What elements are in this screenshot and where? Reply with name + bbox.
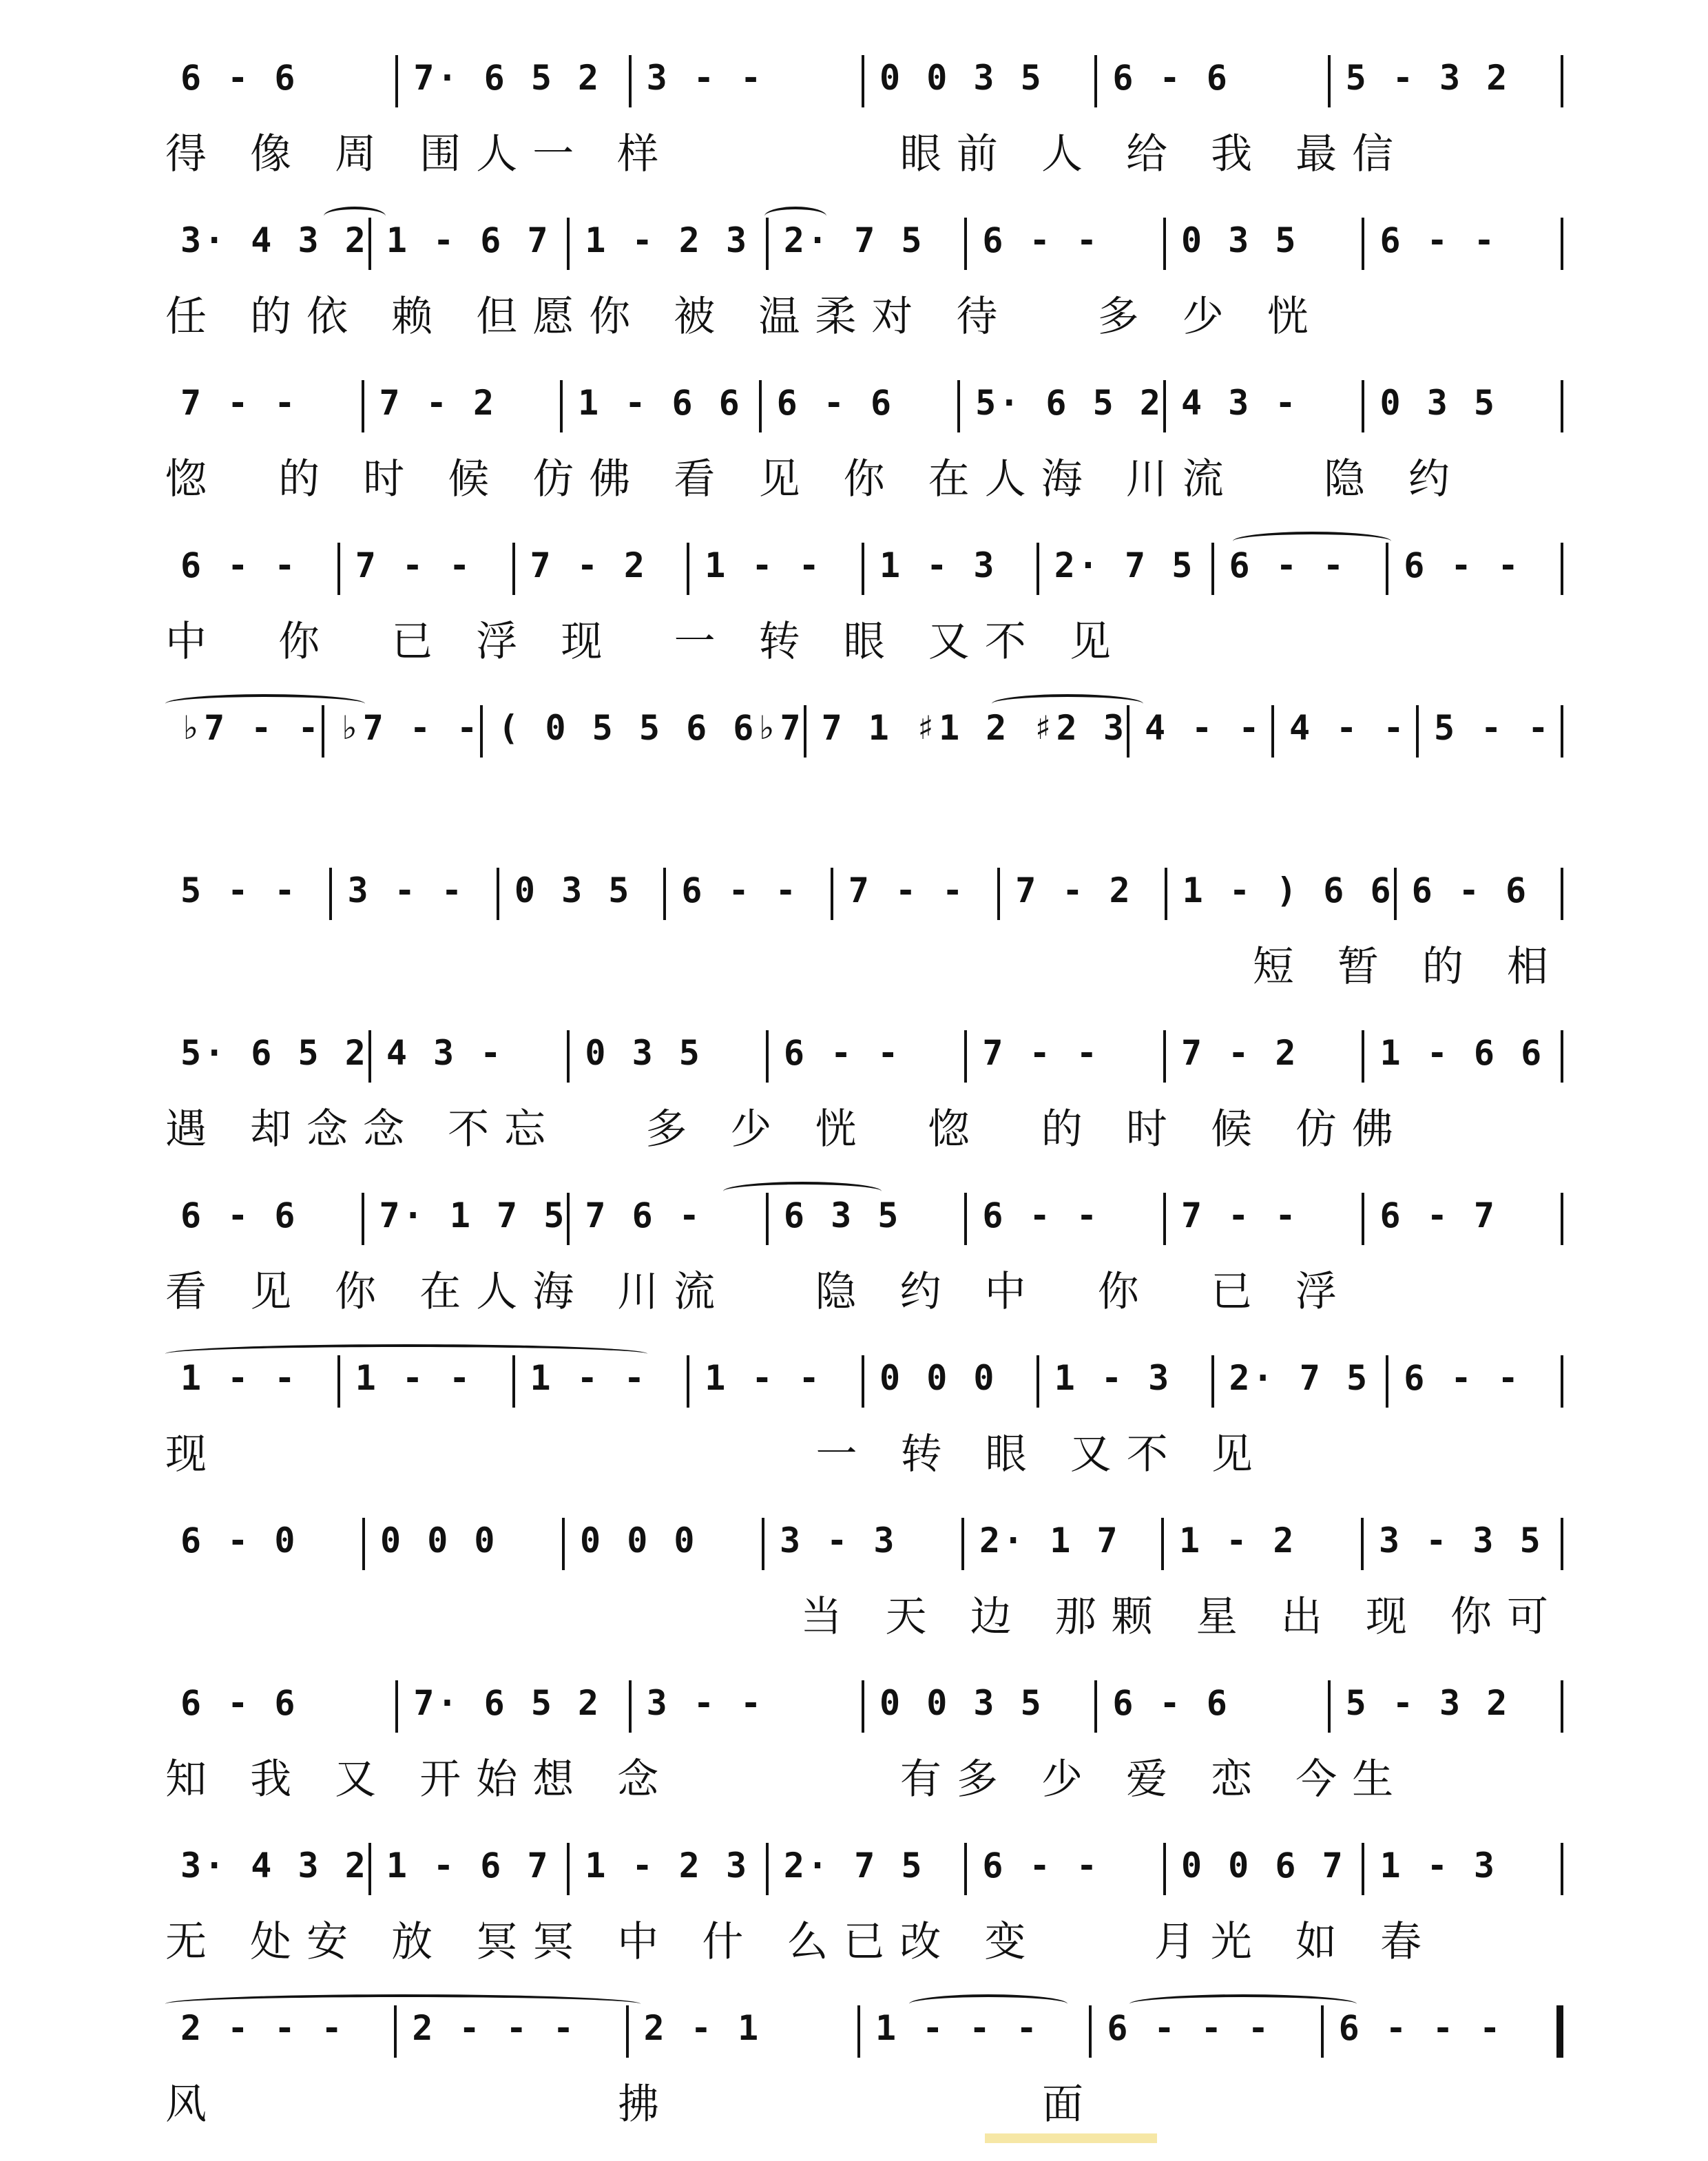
- measure: 6 - - -: [1107, 2008, 1272, 2048]
- lyric-line: 短 暂 的 相: [1252, 943, 1563, 991]
- tie-slur: [1233, 532, 1391, 551]
- measure: 6 - -: [982, 1846, 1100, 1886]
- measure: 1 - 6 6: [578, 383, 742, 423]
- measure: 6 - 6: [776, 383, 895, 423]
- lyric-line: 当 天 边 那颗 星 出 现 你可: [800, 1593, 1563, 1641]
- bar-line: [1561, 1193, 1563, 1245]
- lyric-line: 得 像 周 围人一 样 眼前 人 给 我 最信: [165, 130, 1409, 178]
- tie-slur: [165, 1344, 647, 1364]
- measure: 7 1 ♯1 2 ♯2 3: [821, 708, 1127, 748]
- measure: 6 - -: [180, 545, 298, 585]
- measure: 1 - - -: [875, 2008, 1040, 2048]
- bar-line: [1561, 1680, 1563, 1733]
- notation-line: [165, 1191, 1563, 1260]
- measure: 7 - -: [982, 1033, 1100, 1073]
- measure: 3· 4 3 2: [180, 220, 368, 260]
- measure: 6 - - -: [1338, 2008, 1503, 2048]
- notation-line: [165, 704, 1563, 773]
- score-system: [165, 1673, 1563, 1836]
- measure: 1 - 3: [1054, 1358, 1172, 1398]
- bar-line: [1561, 218, 1563, 270]
- tie-slur: [324, 207, 386, 226]
- measure: 3· 4 3 2: [180, 1846, 368, 1886]
- score-system: [165, 1511, 1563, 1673]
- measure: 2 - - -: [412, 2008, 577, 2048]
- measure: 1 - ) 6 6: [1182, 870, 1394, 910]
- measure: 6 - 6: [180, 58, 298, 98]
- measure: 7 - -: [180, 383, 298, 423]
- tie-slur: [764, 207, 826, 226]
- notation-line: [165, 1354, 1563, 1423]
- measure: 0 0 0: [879, 1358, 997, 1398]
- measure: 7 6 -: [585, 1196, 702, 1235]
- measure: 4 - -: [1144, 708, 1262, 748]
- tie-slur: [1129, 1994, 1357, 2014]
- measure: ( 0 5 5 6 6♭7: [498, 708, 804, 748]
- measure: 7 - -: [1180, 1196, 1299, 1235]
- notation-line: [165, 866, 1563, 935]
- measure: 0 3 5: [1180, 220, 1299, 260]
- measure: 6 - 0: [180, 1521, 298, 1560]
- notation-line: [165, 1841, 1563, 1910]
- lyric-line: 遇 却念念 不忘 多 少 恍 惚 的 时 候 仿佛: [165, 1105, 1409, 1153]
- measure: 1 - 2 3: [585, 220, 750, 260]
- jianpu-score: [165, 48, 1563, 2161]
- measure: 7 - 2: [379, 383, 497, 423]
- score-system: [165, 536, 1563, 698]
- measure: 0 0 0: [580, 1521, 698, 1560]
- measure: 2· 7 5: [1054, 545, 1196, 585]
- bar-line: [1561, 543, 1563, 595]
- measure: 0 0 0: [380, 1521, 498, 1560]
- measure: 7 - 2: [530, 545, 648, 585]
- measure: 6 - -: [1404, 545, 1521, 585]
- lyric-line: 任 的依 赖 但愿你 被 温柔对 待 多 少 恍: [165, 293, 1324, 341]
- measure: 5 - -: [1433, 708, 1552, 748]
- measure: 6 - 6: [180, 1683, 298, 1723]
- score-system: [165, 1023, 1563, 1186]
- score-system: [165, 1998, 1563, 2161]
- bar-line: [1561, 380, 1563, 432]
- score-system: [165, 1348, 1563, 1511]
- lyric-line: 风 拂 面: [165, 2080, 1098, 2129]
- measure: 6 - -: [1229, 545, 1347, 585]
- bar-line: [1561, 705, 1563, 758]
- bar-line: [1561, 1355, 1563, 1408]
- notation-line: [165, 379, 1563, 448]
- measure: 2· 7 5: [783, 1846, 925, 1886]
- footer-mark: [985, 2133, 1157, 2143]
- notation-line: [165, 1029, 1563, 1098]
- measure: 0 0 3 5: [879, 58, 1044, 98]
- measure: 7 - 2: [1015, 870, 1133, 910]
- measure: 7 - -: [355, 545, 473, 585]
- bar-line: [1561, 1030, 1563, 1083]
- measure: 0 3 5: [514, 870, 632, 910]
- tie-slur: [723, 1182, 882, 1201]
- measure: 2· 7 5: [783, 220, 925, 260]
- measure: 6 - 6: [180, 1196, 298, 1235]
- measure: 3 - -: [646, 58, 764, 98]
- score-system: [165, 1836, 1563, 1998]
- score-system: [165, 211, 1563, 373]
- measure: 6 - -: [982, 220, 1100, 260]
- score-system: [165, 48, 1563, 211]
- measure: 2· 7 5: [1229, 1358, 1371, 1398]
- measure: 1 - 6 7: [386, 220, 551, 260]
- measure: 6 - -: [1379, 220, 1497, 260]
- lyric-line: 知 我 又 开始想 念 有多 少 爱 恋 今生: [165, 1755, 1409, 1804]
- measure: 1 - -: [180, 1358, 298, 1398]
- measure: 1 - 2: [1179, 1521, 1297, 1560]
- measure: 5 - -: [180, 870, 298, 910]
- measure: 3 - -: [646, 1683, 764, 1723]
- measure: 0 3 5: [585, 1033, 702, 1073]
- measure: 4 3 -: [386, 1033, 504, 1073]
- measure: 7· 6 5 2: [413, 58, 602, 98]
- measure: 5· 6 5 2: [180, 1033, 368, 1073]
- measure: 6 - 7: [1379, 1196, 1497, 1235]
- score-system: [165, 861, 1563, 1023]
- lyric-line: 中 你 已 浮 现 一 转 眼 又不 见: [165, 618, 1126, 666]
- measure: 0 0 3 5: [879, 1683, 1044, 1723]
- measure: 7· 6 5 2: [413, 1683, 602, 1723]
- measure: 4 - -: [1289, 708, 1407, 748]
- measure: 1 - -: [705, 1358, 822, 1398]
- measure: 6 - 6: [1411, 870, 1530, 910]
- score-system: [165, 373, 1563, 536]
- measure: 6 - -: [1404, 1358, 1521, 1398]
- measure: 6 - -: [982, 1196, 1100, 1235]
- notation-line: [165, 541, 1563, 610]
- measure: 3 - 3: [780, 1521, 897, 1560]
- lyric-line: 无 处安 放 冥冥 中 什 么已改 变 月光 如 春: [165, 1918, 1437, 1966]
- measure: 2 - - -: [180, 2008, 345, 2048]
- measure: 7 - -: [848, 870, 966, 910]
- measure: 7· 1 7 5: [379, 1196, 567, 1235]
- measure: 5 - 3 2: [1345, 58, 1510, 98]
- measure: 6 - -: [783, 1033, 902, 1073]
- measure: 6 - -: [681, 870, 799, 910]
- measure: 0 0 6 7: [1180, 1846, 1346, 1886]
- score-system: [165, 1186, 1563, 1348]
- measure: 6 3 5: [783, 1196, 902, 1235]
- measure: ♭7 - -: [180, 708, 322, 748]
- bar-line: [1561, 55, 1563, 107]
- measure: 6 - 6: [1112, 1683, 1230, 1723]
- measure: 2· 1 7: [979, 1521, 1121, 1560]
- notation-line: [165, 54, 1563, 123]
- measure: 1 - -: [705, 545, 822, 585]
- measure: 1 - 6 6: [1379, 1033, 1545, 1073]
- tie-slur: [165, 1994, 640, 2014]
- measure: 1 - 6 7: [386, 1846, 551, 1886]
- notation-line: [165, 1679, 1563, 1748]
- measure: 1 - -: [355, 1358, 473, 1398]
- measure: 1 - 3: [879, 545, 997, 585]
- lyric-line: 现 一 转 眼 又不 见: [165, 1430, 1268, 1479]
- lyric-line: 看 见 你 在人海 川流 隐 约 中 你 已 浮: [165, 1268, 1353, 1316]
- measure: 3 - -: [347, 870, 465, 910]
- measure: 1 - 3: [1379, 1846, 1497, 1886]
- measure: ♭7 - -: [339, 708, 481, 748]
- measure: 1 - -: [530, 1358, 648, 1398]
- bar-line: [1561, 1518, 1563, 1570]
- score-system: [165, 698, 1563, 861]
- tie-slur: [992, 694, 1143, 713]
- tie-slur: [165, 694, 365, 713]
- notation-line: [165, 216, 1563, 285]
- measure: 7 - 2: [1180, 1033, 1299, 1073]
- notation-line: [165, 1516, 1563, 1585]
- measure: 6 - 6: [1112, 58, 1230, 98]
- notation-line: [165, 2004, 1563, 2073]
- tie-slur: [909, 1994, 1068, 2014]
- bar-line: [1561, 1843, 1563, 1895]
- lyric-line: 惚 的 时 候 仿佛 看 见 你 在人海 川流 隐 约: [165, 455, 1466, 503]
- measure: 1 - 2 3: [585, 1846, 750, 1886]
- measure: 2 - 1: [643, 2008, 762, 2048]
- measure: 3 - 3 5: [1379, 1521, 1543, 1560]
- measure: 4 3 -: [1180, 383, 1299, 423]
- measure: 0 3 5: [1379, 383, 1497, 423]
- final-bar-line: [1556, 2005, 1563, 2058]
- bar-line: [1561, 868, 1563, 920]
- measure: 5 - 3 2: [1345, 1683, 1510, 1723]
- measure: 5· 6 5 2: [975, 383, 1163, 423]
